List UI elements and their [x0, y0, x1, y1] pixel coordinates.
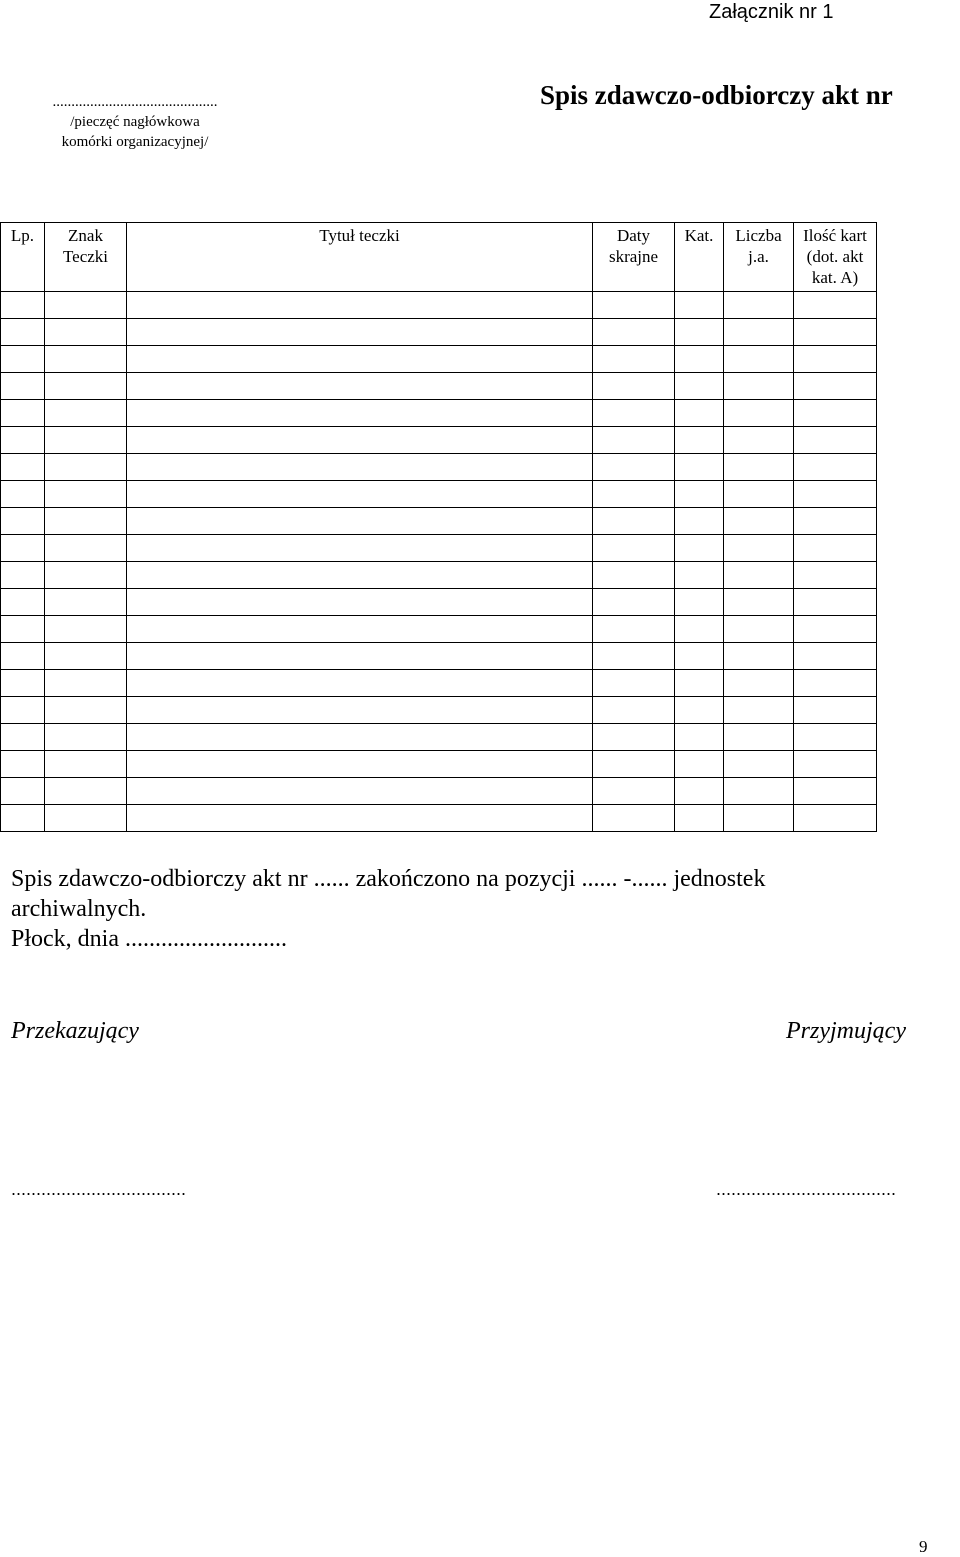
- table-cell: [724, 805, 794, 832]
- table-cell: [1, 454, 45, 481]
- table-cell: [593, 508, 675, 535]
- table-cell: [45, 697, 127, 724]
- table-cell: [724, 643, 794, 670]
- table-cell: [675, 481, 724, 508]
- table-cell: [45, 589, 127, 616]
- table-cell: [1, 616, 45, 643]
- table-cell: [1, 805, 45, 832]
- table-cell: [593, 373, 675, 400]
- table-cell: [127, 562, 593, 589]
- table-row: [1, 697, 877, 724]
- column-header-file-mark: Znak Teczki: [45, 223, 127, 292]
- table-cell: [45, 373, 127, 400]
- table-cell: [675, 292, 724, 319]
- table-cell: [794, 454, 877, 481]
- table-body: [1, 292, 877, 832]
- receiving-party-label: Przyjmujący: [786, 1018, 906, 1044]
- table-cell: [1, 643, 45, 670]
- table-cell: [794, 508, 877, 535]
- table-cell: [794, 292, 877, 319]
- table-cell: [593, 400, 675, 427]
- table-cell: [1, 427, 45, 454]
- table-cell: [724, 427, 794, 454]
- table-cell: [45, 292, 127, 319]
- place-date-line: Płock, dnia ...........................: [11, 926, 287, 952]
- table-cell: [45, 562, 127, 589]
- table-cell: [675, 400, 724, 427]
- table-row: [1, 589, 877, 616]
- table-cell: [724, 319, 794, 346]
- column-header-unit-count: Liczba j.a.: [724, 223, 794, 292]
- table-cell: [45, 643, 127, 670]
- table-row: [1, 346, 877, 373]
- table-cell: [794, 805, 877, 832]
- table-cell: [675, 697, 724, 724]
- table-cell: [724, 670, 794, 697]
- register-table: [0, 222, 877, 832]
- table-cell: [794, 373, 877, 400]
- table-row: [1, 292, 877, 319]
- table-cell: [1, 751, 45, 778]
- table-cell: [724, 562, 794, 589]
- table-row: [1, 373, 877, 400]
- table-cell: [794, 724, 877, 751]
- table-cell: [675, 346, 724, 373]
- table-cell: [45, 670, 127, 697]
- document-title: Spis zdawczo-odbiorczy akt nr: [540, 80, 893, 110]
- table-cell: [127, 778, 593, 805]
- table-cell: [724, 778, 794, 805]
- table-cell: [675, 562, 724, 589]
- table-cell: [127, 643, 593, 670]
- table-cell: [794, 346, 877, 373]
- table-cell: [127, 724, 593, 751]
- table-cell: [675, 535, 724, 562]
- table-cell: [794, 562, 877, 589]
- table-cell: [724, 454, 794, 481]
- table-cell: [593, 616, 675, 643]
- table-cell: [127, 400, 593, 427]
- stamp-dots: ............................................: [52, 94, 218, 110]
- table-cell: [724, 724, 794, 751]
- table-cell: [675, 751, 724, 778]
- table-cell: [1, 670, 45, 697]
- table-cell: [675, 643, 724, 670]
- table-cell: [127, 454, 593, 481]
- table-cell: [593, 481, 675, 508]
- table-cell: [675, 427, 724, 454]
- table-cell: [794, 751, 877, 778]
- table-cell: [794, 589, 877, 616]
- table-cell: [1, 697, 45, 724]
- table-cell: [593, 427, 675, 454]
- table-cell: [45, 805, 127, 832]
- table-row: [1, 508, 877, 535]
- table-row: [1, 562, 877, 589]
- table-cell: [127, 346, 593, 373]
- header-stamp-placeholder: [0, 92, 270, 152]
- table-cell: [1, 778, 45, 805]
- table-cell: [675, 778, 724, 805]
- table-row: [1, 724, 877, 751]
- table-cell: [45, 427, 127, 454]
- table-cell: [127, 805, 593, 832]
- table-cell: [794, 643, 877, 670]
- table-cell: [45, 454, 127, 481]
- table-cell: [127, 616, 593, 643]
- table-cell: [1, 292, 45, 319]
- table-cell: [45, 346, 127, 373]
- table-cell: [127, 373, 593, 400]
- receiving-signature-line: ....................................: [716, 1179, 897, 1199]
- table-cell: [593, 643, 675, 670]
- table-cell: [1, 508, 45, 535]
- table-cell: [794, 427, 877, 454]
- table-cell: [45, 400, 127, 427]
- table-cell: [724, 373, 794, 400]
- column-header-sheet-count: Ilość kart (dot. akt kat. A): [794, 223, 877, 292]
- annex-label: Załącznik nr 1: [709, 1, 834, 23]
- table-cell: [127, 535, 593, 562]
- table-cell: [45, 481, 127, 508]
- table-cell: [675, 724, 724, 751]
- stamp-caption-line1: /pieczęć nagłówkowa: [70, 114, 200, 130]
- table-cell: [127, 481, 593, 508]
- table-cell: [1, 400, 45, 427]
- table-cell: [675, 508, 724, 535]
- transferring-party-label: Przekazujący: [11, 1018, 139, 1044]
- table-cell: [127, 670, 593, 697]
- table-cell: [794, 778, 877, 805]
- table-cell: [724, 400, 794, 427]
- table-row: [1, 427, 877, 454]
- table-cell: [675, 670, 724, 697]
- column-header-lp: Lp.: [1, 223, 45, 292]
- table-row: [1, 481, 877, 508]
- table-cell: [675, 373, 724, 400]
- column-header-category: Kat.: [675, 223, 724, 292]
- table-row: [1, 805, 877, 832]
- table-cell: [1, 373, 45, 400]
- table-cell: [1, 481, 45, 508]
- closing-statement-line1: Spis zdawczo-odbiorczy akt nr ...... zakończono na pozycji ...... -...... jednostek: [11, 866, 766, 892]
- table-row: [1, 454, 877, 481]
- table-cell: [45, 751, 127, 778]
- closing-statement-line2: archiwalnych.: [11, 896, 147, 922]
- transferring-signature-line: ...................................: [11, 1179, 187, 1199]
- table-cell: [127, 292, 593, 319]
- table-cell: [724, 535, 794, 562]
- table-cell: [1, 562, 45, 589]
- table-cell: [593, 535, 675, 562]
- table-row: [1, 400, 877, 427]
- table-cell: [127, 319, 593, 346]
- table-cell: [45, 319, 127, 346]
- table-cell: [675, 454, 724, 481]
- table-cell: [794, 481, 877, 508]
- table-cell: [724, 508, 794, 535]
- table-cell: [794, 670, 877, 697]
- table-cell: [724, 697, 794, 724]
- table-row: [1, 751, 877, 778]
- table-cell: [593, 724, 675, 751]
- table-cell: [593, 778, 675, 805]
- table-cell: [724, 616, 794, 643]
- table-cell: [45, 724, 127, 751]
- table-cell: [45, 778, 127, 805]
- table-row: [1, 535, 877, 562]
- table-header-row: [1, 223, 877, 292]
- table-cell: [794, 400, 877, 427]
- table-cell: [127, 589, 593, 616]
- table-cell: [794, 319, 877, 346]
- table-cell: [593, 805, 675, 832]
- table-cell: [593, 670, 675, 697]
- table-cell: [675, 805, 724, 832]
- table-cell: [724, 346, 794, 373]
- page-number: 9: [919, 1537, 928, 1556]
- column-header-date-range: Daty skrajne: [593, 223, 675, 292]
- table-cell: [675, 319, 724, 346]
- table-row: [1, 616, 877, 643]
- table-row: [1, 643, 877, 670]
- table-cell: [724, 292, 794, 319]
- table-cell: [1, 589, 45, 616]
- table-cell: [794, 697, 877, 724]
- table-cell: [1, 535, 45, 562]
- table-cell: [1, 346, 45, 373]
- table-cell: [593, 292, 675, 319]
- table-cell: [127, 697, 593, 724]
- table-cell: [1, 724, 45, 751]
- table-cell: [724, 589, 794, 616]
- table-cell: [45, 535, 127, 562]
- column-header-file-title: Tytuł teczki: [127, 223, 593, 292]
- table-cell: [45, 616, 127, 643]
- table-cell: [675, 616, 724, 643]
- closing-statement: [11, 864, 957, 954]
- table-cell: [593, 346, 675, 373]
- stamp-caption-line2: komórki organizacyjnej/: [61, 134, 209, 150]
- table-cell: [593, 751, 675, 778]
- table-cell: [1, 319, 45, 346]
- table-cell: [593, 454, 675, 481]
- table-cell: [593, 697, 675, 724]
- table-row: [1, 670, 877, 697]
- table-cell: [593, 589, 675, 616]
- table-cell: [127, 508, 593, 535]
- table-cell: [127, 751, 593, 778]
- table-cell: [127, 427, 593, 454]
- table-cell: [724, 481, 794, 508]
- table-row: [1, 319, 877, 346]
- table-cell: [593, 319, 675, 346]
- table-cell: [45, 508, 127, 535]
- table-row: [1, 778, 877, 805]
- table-cell: [724, 751, 794, 778]
- table-cell: [794, 616, 877, 643]
- table-cell: [794, 535, 877, 562]
- table-cell: [675, 589, 724, 616]
- table-cell: [593, 562, 675, 589]
